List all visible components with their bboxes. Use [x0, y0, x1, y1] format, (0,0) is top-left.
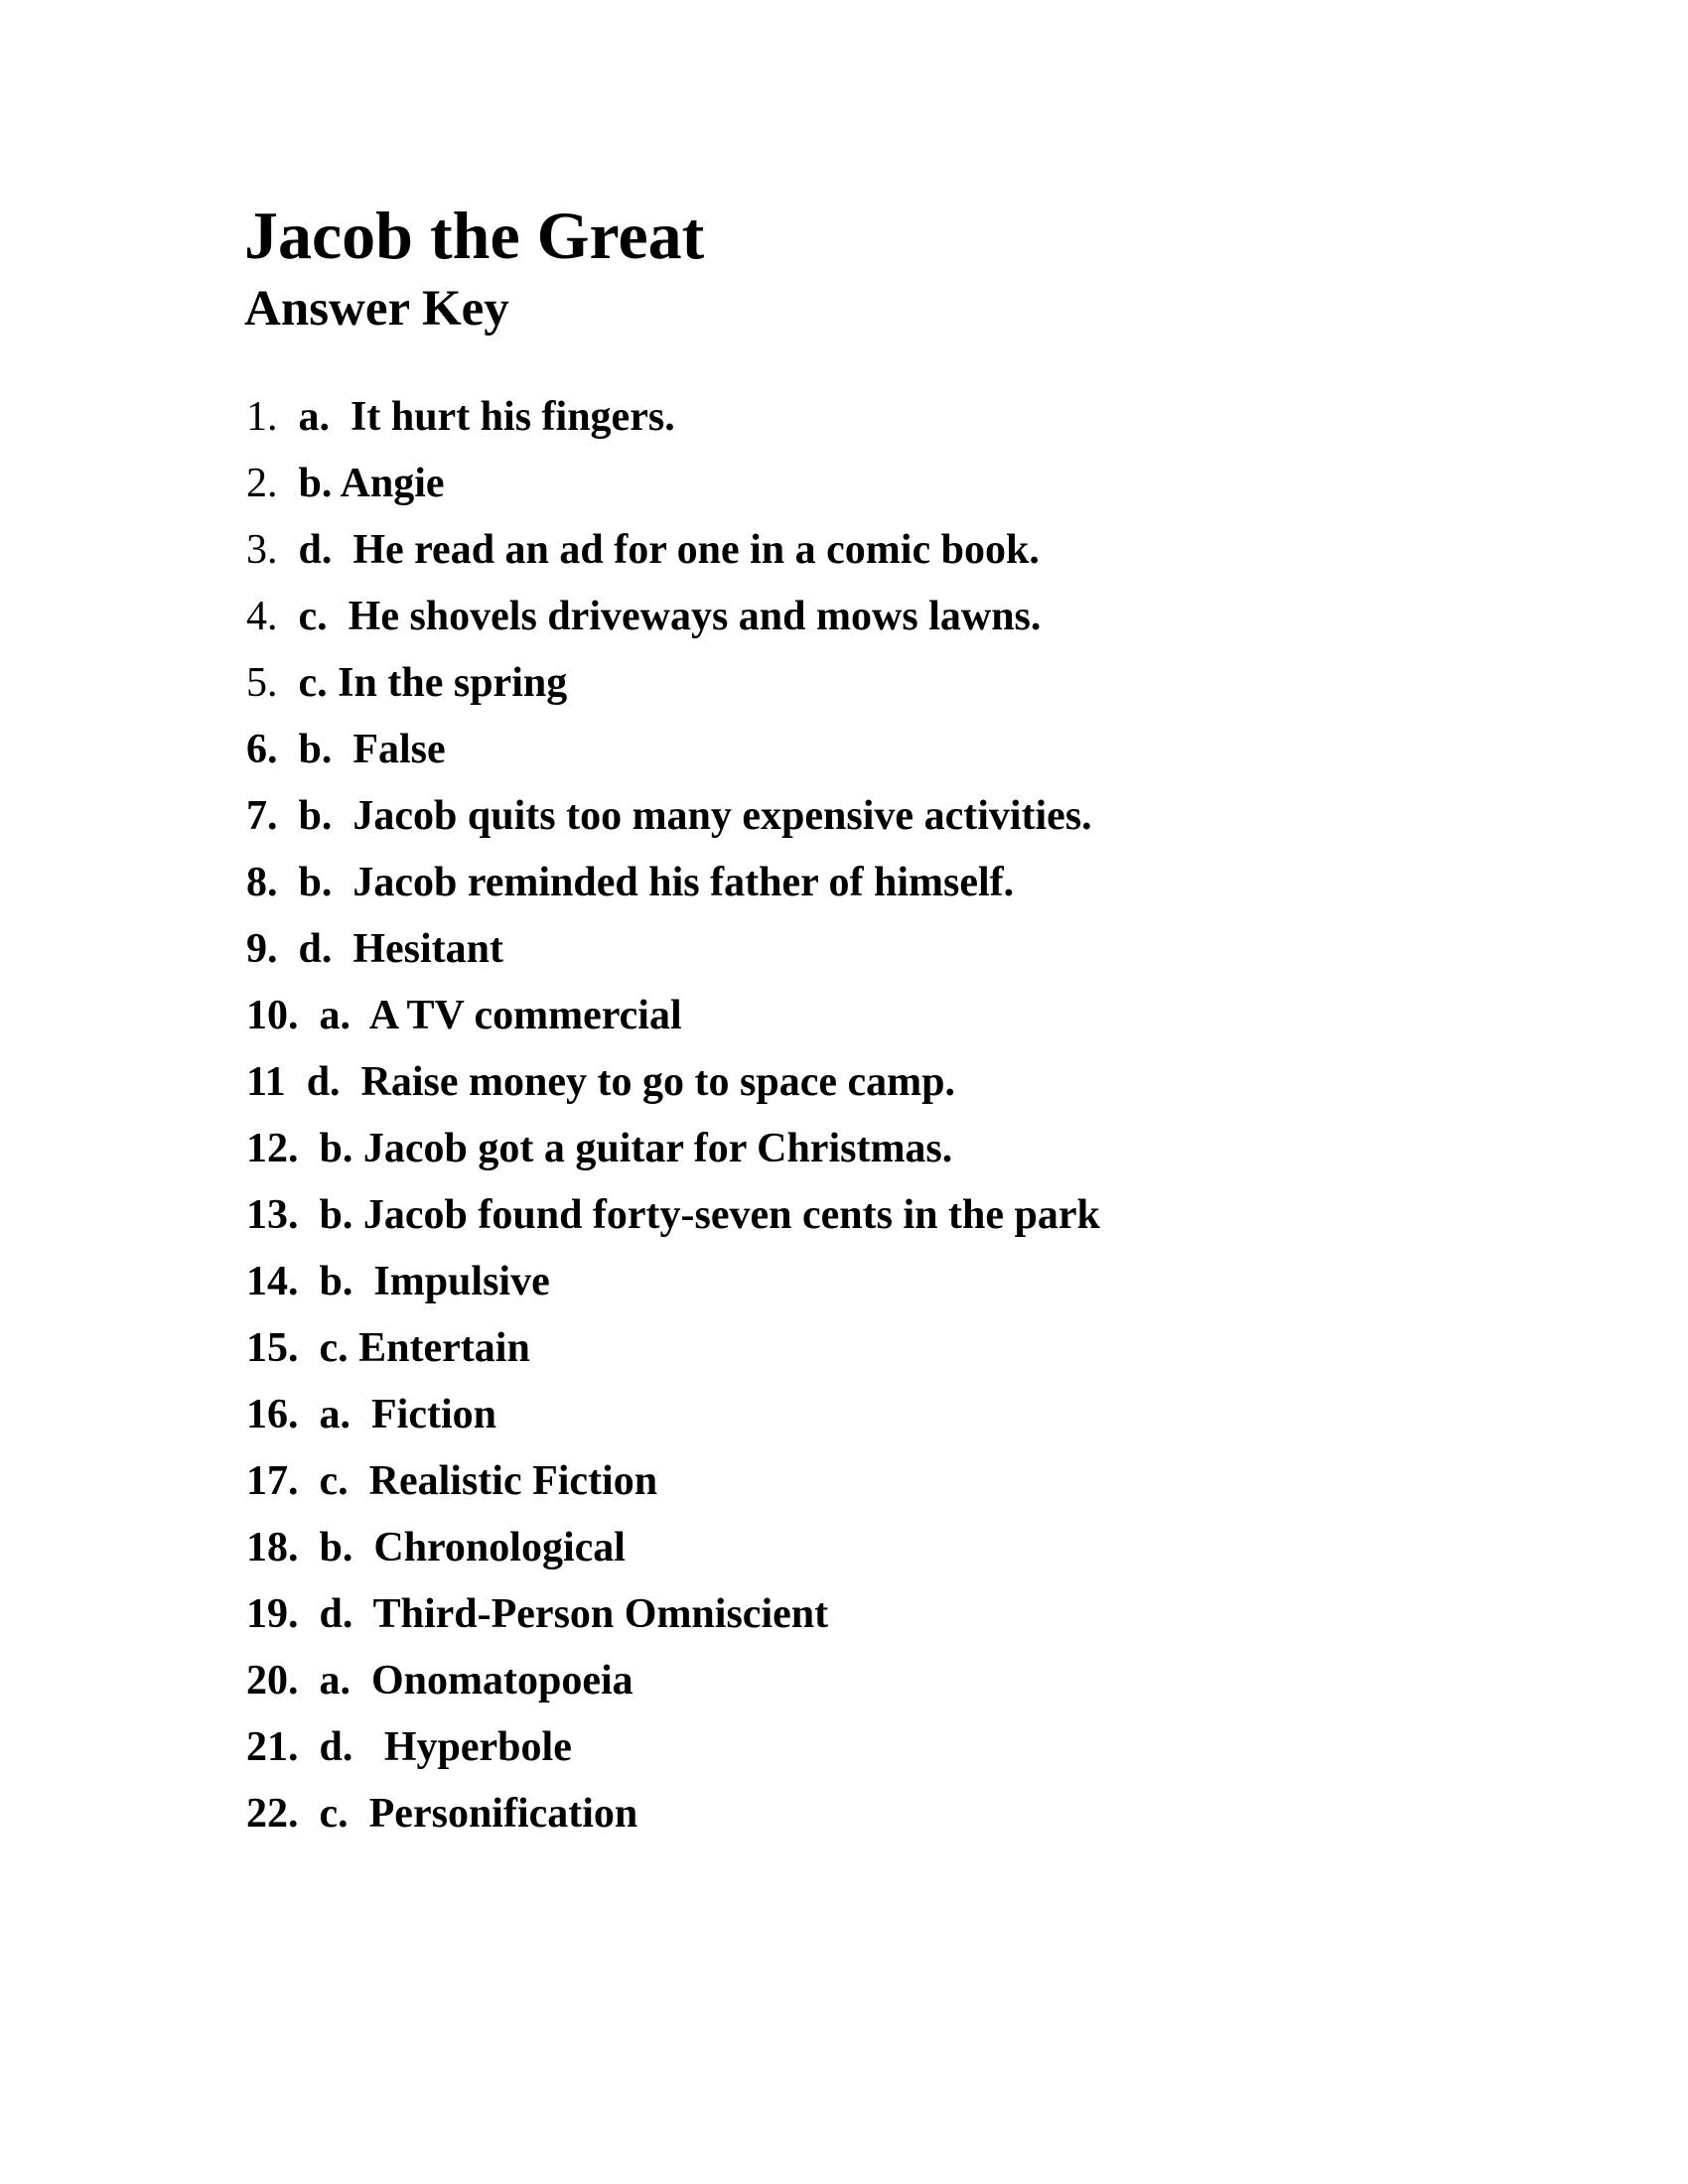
gap-after-letter — [328, 594, 349, 639]
answer-letter: c. — [319, 1325, 349, 1371]
gap-after-letter — [330, 394, 351, 440]
answer-number: 5. — [246, 660, 278, 706]
answer-number: 4. — [246, 594, 278, 639]
answer-item — [246, 529, 1100, 571]
gap-after-letter — [351, 1392, 371, 1437]
answer-letter: d. — [298, 527, 333, 573]
gap-after-letter — [328, 660, 339, 706]
answer-letter: c. — [298, 660, 328, 706]
answer-text: He read an ad for one in a comic book. — [352, 527, 1040, 573]
answer-letter: b. — [319, 1525, 353, 1570]
answer-text: Angie — [340, 461, 445, 506]
answer-text: Third-Person Omniscient — [372, 1591, 829, 1637]
gap-after-number — [278, 660, 299, 706]
answer-item — [246, 1460, 1100, 1502]
answer-letter: d. — [298, 926, 333, 972]
answer-letter: c. — [319, 1458, 349, 1504]
gap-after-letter — [349, 1458, 369, 1504]
answer-number: 8. — [246, 860, 278, 905]
answer-letter: b. — [319, 1192, 353, 1238]
document-subtitle: Answer Key — [244, 281, 509, 337]
answer-text: Hesitant — [352, 926, 504, 972]
answer-letter: d. — [319, 1724, 353, 1770]
gap-after-number — [286, 1059, 307, 1105]
answer-number: 22. — [246, 1791, 299, 1837]
gap-after-letter — [332, 926, 352, 972]
answer-item — [246, 1660, 1100, 1702]
answer-item — [246, 1726, 1100, 1768]
answer-text: Impulsive — [373, 1259, 550, 1304]
gap-after-letter — [341, 1059, 361, 1105]
answer-number: 2. — [246, 461, 278, 506]
answer-number: 17. — [246, 1458, 299, 1504]
answer-letter: d. — [319, 1591, 353, 1637]
answer-item — [246, 662, 1100, 704]
answer-number: 15. — [246, 1325, 299, 1371]
answer-text: Jacob reminded his father of himself. — [352, 860, 1015, 905]
gap-after-letter — [351, 993, 369, 1038]
answer-item — [246, 1394, 1100, 1435]
answer-letter: a. — [319, 1392, 351, 1437]
gap-after-number — [299, 1126, 320, 1171]
answer-number: 3. — [246, 527, 278, 573]
answer-item — [246, 729, 1100, 770]
answer-item — [246, 396, 1100, 438]
answer-letter: a. — [319, 1658, 351, 1704]
gap-after-letter — [351, 1658, 371, 1704]
answer-text: He shovels driveways and mows lawns. — [348, 594, 1042, 639]
gap-after-number — [278, 860, 299, 905]
answer-text: Jacob quits too many expensive activities. — [352, 793, 1092, 839]
answer-item — [246, 1327, 1100, 1369]
answer-text: Raise money to go to space camp. — [360, 1059, 955, 1105]
answer-text: Realistic Fiction — [368, 1458, 658, 1504]
gap-after-letter — [352, 1591, 372, 1637]
gap-after-number — [299, 1525, 320, 1570]
answer-number: 1. — [246, 394, 278, 440]
answer-number: 20. — [246, 1658, 299, 1704]
answer-item — [246, 1194, 1100, 1236]
gap-after-letter — [332, 793, 352, 839]
answer-text: Onomatopoeia — [371, 1658, 633, 1704]
answer-number: 13. — [246, 1192, 299, 1238]
gap-after-number — [299, 1259, 320, 1304]
gap-after-number — [299, 1591, 320, 1637]
answer-item — [246, 995, 1100, 1036]
gap-after-number — [278, 394, 299, 440]
gap-after-number — [299, 1192, 320, 1238]
answer-item — [246, 1527, 1100, 1569]
answer-letter: b. — [298, 727, 333, 772]
answer-letter: b. — [298, 793, 333, 839]
answer-item — [246, 862, 1100, 903]
answer-item — [246, 1061, 1100, 1103]
answer-item — [246, 596, 1100, 637]
answer-number: 7. — [246, 793, 278, 839]
answer-item — [246, 463, 1100, 504]
answer-number: 10. — [246, 993, 299, 1038]
answer-text: A TV commercial — [368, 993, 682, 1038]
gap-after-number — [278, 594, 299, 639]
answer-letter: d. — [306, 1059, 341, 1105]
answer-text: Fiction — [371, 1392, 496, 1437]
answer-letter: b. — [298, 461, 333, 506]
gap-after-letter — [352, 1259, 373, 1304]
answer-number: 16. — [246, 1392, 299, 1437]
answer-number: 18. — [246, 1525, 299, 1570]
gap-after-number — [299, 1791, 320, 1837]
answer-letter: b. — [319, 1259, 353, 1304]
answer-text: In the spring — [338, 660, 568, 706]
answer-number: 21. — [246, 1724, 299, 1770]
answer-text: Entertain — [358, 1325, 530, 1371]
answer-number: 6. — [246, 727, 278, 772]
gap-after-letter — [349, 1791, 369, 1837]
gap-after-letter — [349, 1325, 359, 1371]
answer-item — [246, 928, 1100, 970]
answer-number: 14. — [246, 1259, 299, 1304]
answer-text: Chronological — [373, 1525, 626, 1570]
gap-after-letter — [352, 1126, 363, 1171]
gap-after-number — [299, 1724, 320, 1770]
answer-item — [246, 795, 1100, 837]
answer-list — [246, 396, 1100, 1859]
gap-after-letter — [332, 527, 352, 573]
gap-after-number — [278, 461, 299, 506]
gap-after-number — [299, 1458, 320, 1504]
answer-item — [246, 1793, 1100, 1835]
answer-text: It hurt his fingers. — [351, 394, 675, 440]
answer-number: 11 — [246, 1059, 286, 1105]
answer-item — [246, 1128, 1100, 1169]
gap-after-letter — [352, 1525, 373, 1570]
answer-item — [246, 1261, 1100, 1302]
gap-after-number — [278, 926, 299, 972]
answer-text: False — [352, 727, 446, 772]
gap-after-letter — [332, 727, 352, 772]
answer-number: 12. — [246, 1126, 299, 1171]
answer-item — [246, 1593, 1100, 1635]
answer-text: Jacob found forty-seven cents in the park — [362, 1192, 1100, 1238]
gap-after-number — [278, 527, 299, 573]
document-title: Jacob the Great — [244, 198, 705, 273]
answer-number: 19. — [246, 1591, 299, 1637]
answer-letter: b. — [319, 1126, 353, 1171]
gap-after-number — [278, 727, 299, 772]
answer-text: Hyperbole — [383, 1724, 572, 1770]
answer-text: Jacob got a guitar for Christmas. — [362, 1126, 953, 1171]
answer-letter: a. — [319, 993, 351, 1038]
gap-after-letter — [352, 1724, 384, 1770]
gap-after-number — [299, 993, 320, 1038]
gap-after-number — [278, 793, 299, 839]
gap-after-number — [299, 1325, 320, 1371]
answer-letter: c. — [319, 1791, 349, 1837]
gap-after-letter — [332, 860, 352, 905]
answer-letter: b. — [298, 860, 333, 905]
answer-letter: a. — [298, 394, 330, 440]
gap-after-number — [299, 1658, 320, 1704]
answer-text: Personification — [368, 1791, 638, 1837]
gap-after-number — [299, 1392, 320, 1437]
gap-after-letter — [352, 1192, 363, 1238]
gap-after-letter — [332, 461, 340, 506]
answer-letter: c. — [298, 594, 328, 639]
answer-number: 9. — [246, 926, 278, 972]
